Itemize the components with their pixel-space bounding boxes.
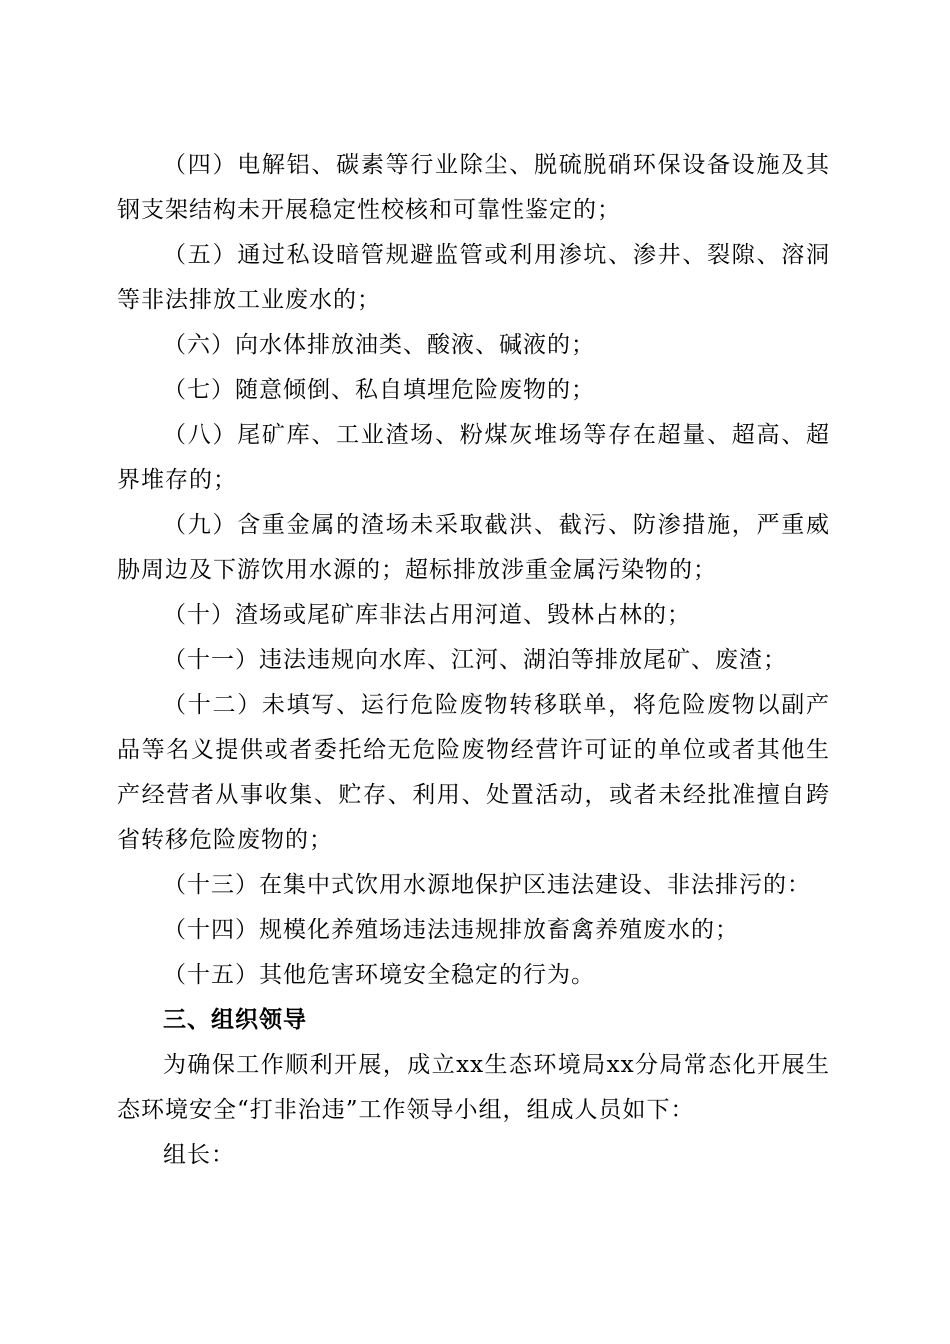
paragraph-item-11: （十一）违法违规向水库、江河、湖泊等排放尾矿、废渣；: [163, 647, 787, 673]
paragraph-item-4: （四）电解铝、碳素等行业除尘、脱硫脱硝环保设备设施及其钢支架结构未开展稳定性校核和可靠性鉴定的；: [117, 152, 830, 223]
paragraph-item-6: （六）向水体排放油类、酸液、碱液的；: [163, 332, 595, 358]
document-body: [117, 143, 830, 1178]
group-leader-label: 组长：: [163, 1142, 235, 1168]
paragraph-item-10: （十）渣场或尾矿库非法占用河道、毁林占林的；: [163, 602, 691, 628]
section-heading: 三、组织领导: [163, 1007, 307, 1033]
paragraph-item-7: （七）随意倾倒、私自填埋危险废物的；: [163, 377, 595, 403]
paragraph-item-13: （十三）在集中式饮用水源地保护区违法建设、非法排污的：: [163, 872, 811, 898]
paragraph-item-15: （十五）其他危害环境安全稳定的行为。: [163, 962, 595, 988]
paragraph-item-12: （十二）未填写、运行危险废物转移联单，将危险废物以副产品等名义提供或者委托给无危险废物经营许可证的单位或者其他生产经营者从事收集、贮存、利用、处置活动，或者未经批准擅自跨省转移危险废物的；: [117, 692, 830, 853]
paragraph-item-9: （九）含重金属的渣场未采取截洪、截污、防渗措施，严重威胁周边及下游饮用水源的；超标排放涉重金属污染物的；: [117, 512, 830, 583]
paragraph-item-14: （十四）规模化养殖场违法违规排放畜禽养殖废水的；: [163, 917, 739, 943]
paragraph-item-8: （八）尾矿库、工业渣场、粉煤灰堆场等存在超量、超高、超界堆存的；: [117, 422, 830, 493]
leadership-intro-paragraph: 为确保工作顺利开展，成立xx生态环境局xx分局常态化开展生态环境安全“打非治违”工作领导小组，组成人员如下：: [117, 1052, 830, 1123]
paragraph-item-5: （五）通过私设暗管规避监管或利用渗坑、渗井、裂隙、溶洞等非法排放工业废水的；: [117, 242, 830, 313]
